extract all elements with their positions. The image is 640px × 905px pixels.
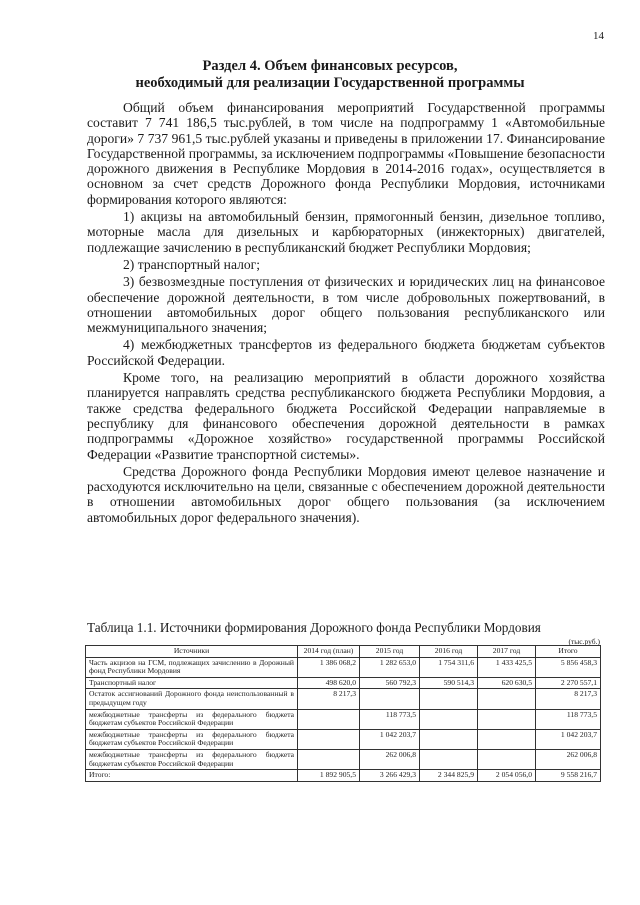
page-number: 14 xyxy=(593,30,604,42)
cell-2016: 1 754 311,6 xyxy=(420,657,478,677)
cell-2017: 2 054 056,0 xyxy=(478,770,536,782)
paragraph-source-transport-tax: 2) транспортный налог; xyxy=(123,256,261,272)
cell-2016 xyxy=(420,729,478,749)
cell-2017: 1 433 425,5 xyxy=(478,657,536,677)
cell-2014 xyxy=(298,709,360,729)
table-row xyxy=(86,729,601,749)
cell-total: 262 006,8 xyxy=(536,749,601,769)
paragraph-source-transfers: 4) межбюджетных трансфертов из федерального бюджета бюджетам субъектов Российской Федерации. xyxy=(87,337,605,368)
section-heading-line-1: Раздел 4. Объем финансовых ресурсов, xyxy=(202,58,458,74)
cell-2015: 1 042 203,7 xyxy=(360,729,420,749)
table-header-row xyxy=(86,646,601,658)
cell-2017: 620 630,5 xyxy=(478,677,536,689)
row-label: межбюджетные трансферты из федерального бюджета бюджетам субъектов Российской Федерации xyxy=(86,749,298,769)
header-2017: 2017 год xyxy=(478,646,536,658)
cell-2015: 3 266 429,3 xyxy=(360,770,420,782)
row-label: Часть акцизов на ГСМ, подлежащих зачислению в Дорожный фонд Республики Мордовия xyxy=(86,657,298,677)
row-label: межбюджетные трансферты из федерального бюджета бюджетам субъектов Российской Федерации xyxy=(86,729,298,749)
table-row xyxy=(86,689,601,709)
paragraph-source-excise: 1) акцизы на автомобильный бензин, прямогонный бензин, дизельное топливо, моторные масла для дизельных и карбюраторных (инжекторных) двигателей, подлежащие зачислению в республиканский бюджет Республики Мордовия; xyxy=(87,209,605,255)
paragraph-source-donations: 3) безвозмездные поступления от физических и юридических лиц на финансовое обеспечение дорожной деятельности, в том числе добровольных пожертвований, в отношении автомобильных дорог общего пользования республиканского или межмуниципального значения; xyxy=(87,274,605,336)
cell-2017 xyxy=(478,709,536,729)
cell-2016: 2 344 825,9 xyxy=(420,770,478,782)
cell-2016 xyxy=(420,749,478,769)
cell-2015: 262 006,8 xyxy=(360,749,420,769)
cell-2014 xyxy=(298,749,360,769)
cell-2017 xyxy=(478,689,536,709)
header-sources: Источники xyxy=(86,646,298,658)
cell-total: 118 773,5 xyxy=(536,709,601,729)
cell-2016: 590 514,3 xyxy=(420,677,478,689)
section-heading xyxy=(80,58,580,92)
cell-2015: 560 792,3 xyxy=(360,677,420,689)
row-label: межбюджетные трансферты из федерального бюджета бюджетам субъектов Российской Федерации xyxy=(86,709,298,729)
header-2016: 2016 год xyxy=(420,646,478,658)
section-heading-line-2: необходимый для реализации Государственной программы xyxy=(135,75,525,91)
paragraph-additional-funding: Кроме того, на реализацию мероприятий в области дорожного хозяйства планируется направлять средства республиканского бюджета Республики Мордовия, а также средства федерального бюджета Российской Федерации направляемые в республику для финансового обеспечения дорожной деятельности в рамках подпрограммы «Дорожное хозяйство» государственной программы Российской Федерации «Развитие транспортной системы». xyxy=(87,370,605,462)
cell-2016 xyxy=(420,709,478,729)
table-total-row xyxy=(86,770,601,782)
cell-total: 8 217,3 xyxy=(536,689,601,709)
header-total: Итого xyxy=(536,646,601,658)
table-unit-note: (тыс.руб.) xyxy=(568,637,600,646)
cell-total: 9 558 216,7 xyxy=(536,770,601,782)
table-row xyxy=(86,677,601,689)
row-label: Транспортный налог xyxy=(86,677,298,689)
body-text xyxy=(87,100,605,525)
paragraph-total-funding: Общий объем финансирования мероприятий Государственной программы составит 7 741 186,5 тыс.рублей, в том числе на подпрограмму 1 «Автомобильные дороги» 7 737 961,5 тыс.рублей указаны и приведены в приложении 17. Финансирование Государственной программы, за исключением подпрограммы «Повышение безопасности дорожного движения в Республике Мордовия в 2014-2016 годах», осуществляется в основном за счет средств Дорожного фонда Республики Мордовия, источниками формирования которого являются: xyxy=(87,100,605,207)
header-2015: 2015 год xyxy=(360,646,420,658)
cell-2014: 1 386 068,2 xyxy=(298,657,360,677)
funding-sources-table xyxy=(85,645,601,782)
header-2014: 2014 год (план) xyxy=(298,646,360,658)
cell-total: 1 042 203,7 xyxy=(536,729,601,749)
table-row xyxy=(86,709,601,729)
paragraph-fund-purpose: Средства Дорожного фонда Республики Мордовия имеют целевое назначение и расходуются исключительно на цели, связанные с обеспечением дорожной деятельности в отношении автомобильных дорог общего пользования (за исключением автомобильных дорог федерального значения). xyxy=(87,463,605,525)
cell-2015: 118 773,5 xyxy=(360,709,420,729)
table-row xyxy=(86,657,601,677)
cell-total: 2 270 557,1 xyxy=(536,677,601,689)
cell-2014: 8 217,3 xyxy=(298,689,360,709)
cell-2015 xyxy=(360,689,420,709)
cell-total: 5 856 458,3 xyxy=(536,657,601,677)
cell-2015: 1 282 653,0 xyxy=(360,657,420,677)
cell-2014: 1 892 905,5 xyxy=(298,770,360,782)
table-row xyxy=(86,749,601,769)
row-label: Остаток ассигнований Дорожного фонда неиспользованный в предыдущем году xyxy=(86,689,298,709)
cell-2014 xyxy=(298,729,360,749)
cell-2017 xyxy=(478,729,536,749)
cell-2017 xyxy=(478,749,536,769)
cell-2016 xyxy=(420,689,478,709)
cell-2014: 498 620,0 xyxy=(298,677,360,689)
table-caption: Таблица 1.1. Источники формирования Дорожного фонда Республики Мордовия xyxy=(87,620,541,635)
row-label: Итого: xyxy=(86,770,298,782)
